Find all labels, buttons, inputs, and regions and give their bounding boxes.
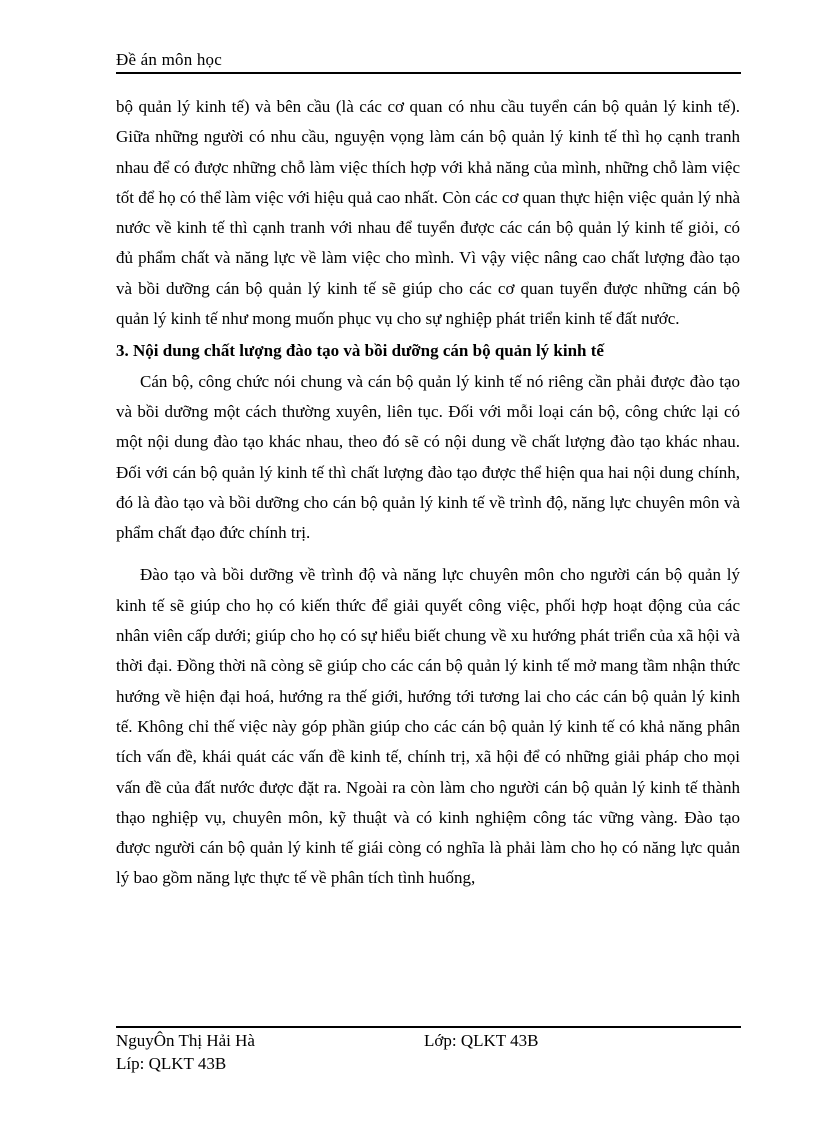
paragraph-1: bộ quản lý kinh tế) và bên cầu (là các cơ quan có nhu cầu tuyển cán bộ quản lý kinh tế). Giữa những người có nhu cầu, nguyện vọng làm cán bộ quản lý kinh tế thì họ cạnh tranh nhau để có được những chỗ làm việc thích hợp với khả năng của mình, những chỗ làm việc tốt để họ có thể làm việc với hiệu quả cao nhất. Còn các cơ quan thực hiện việc quản lý nhà nước về kinh tế thì cạnh tranh với nhau để tuyển được các cán bộ quản lý kinh tế giỏi, có đủ phẩm chất và năng lực về làm việc cho mình. Vì vậy việc nâng cao chất lượng đào tạo và bồi dưỡng cán bộ quản lý kinh tế sẽ giúp cho các cơ quan tuyển được những cán bộ quản lý kinh tế như mong muốn phục vụ cho sự nghiệp phát triển kinh tế đất nước. — [116, 97, 740, 329]
footer-divider — [116, 1026, 741, 1028]
footer-class-right: Lớp: QLKT 43B — [424, 1031, 539, 1050]
paragraph-2: Cán bộ, công chức nói chung và cán bộ quản lý kinh tế nó riêng cần phải được đào tạo và bồi dưỡng một cách thường xuyên, liên tục. Đối với mỗi loại cán bộ, công chức lại có một nội dung đào tạo khác nhau, theo đó sẽ có nội dung về chất lượng đào tạo khác nhau. Đối với cán bộ quản lý kinh tế thì chất lượng đào tạo được thể hiện qua hai nội dung chính, đó là đào tạo và bồi dưỡng cho cán bộ quản lý kinh tế về trình độ, năng lực chuyên môn và phẩm chất đạo đức chính trị. — [116, 371, 740, 543]
page-header-title: Đề án môn học — [116, 50, 222, 69]
footer-class-left: Líp: QLKT 43B — [116, 1054, 227, 1073]
section-heading: 3. Nội dung chất lượng đào tạo và bồi dưỡng cán bộ quản lý kinh tế — [116, 341, 604, 361]
footer-author: NguyÔn Thị Hải Hà — [116, 1031, 255, 1050]
document-body — [116, 92, 740, 894]
header-divider — [116, 72, 741, 74]
paragraph-3: Đào tạo và bồi dưỡng về trình độ và năng lực chuyên môn cho người cán bộ quản lý kinh tế sẽ giúp cho họ có kiến thức để giải quyết công việc, phối hợp hoạt động của các nhân viên cấp dưới; giúp cho họ có sự hiểu biết chung về xu hướng phát triển của xã hội và thời đại. Đồng thời nã còng sẽ giúp cho các cán bộ quản lý kinh tế mở mang tầm nhận thức hướng về hiện đại hoá, hướng ra thế giới, hướng tới tương lai cho các cán bộ quản lý kinh tế. Không chỉ thế việc này góp phần giúp cho các cán bộ quản lý kinh tế có khả năng phân tích vấn đề, khái quát các vấn đề kinh tế, chính trị, xã hội để có những giải pháp cho mọi vấn đề của đất nước được đặt ra. Ngoài ra còn làm cho người cán bộ quản lý kinh tế thành thạo nghiệp vụ, chuyên môn, kỹ thuật và có kinh nghiệm công tác vững vàng. Đào tạo được người cán bộ quản lý kinh tế giái còng có nghĩa là phải làm cho họ có năng lực quản lý bao gồm năng lực thực tế về phân tích tình huống, — [116, 565, 740, 888]
